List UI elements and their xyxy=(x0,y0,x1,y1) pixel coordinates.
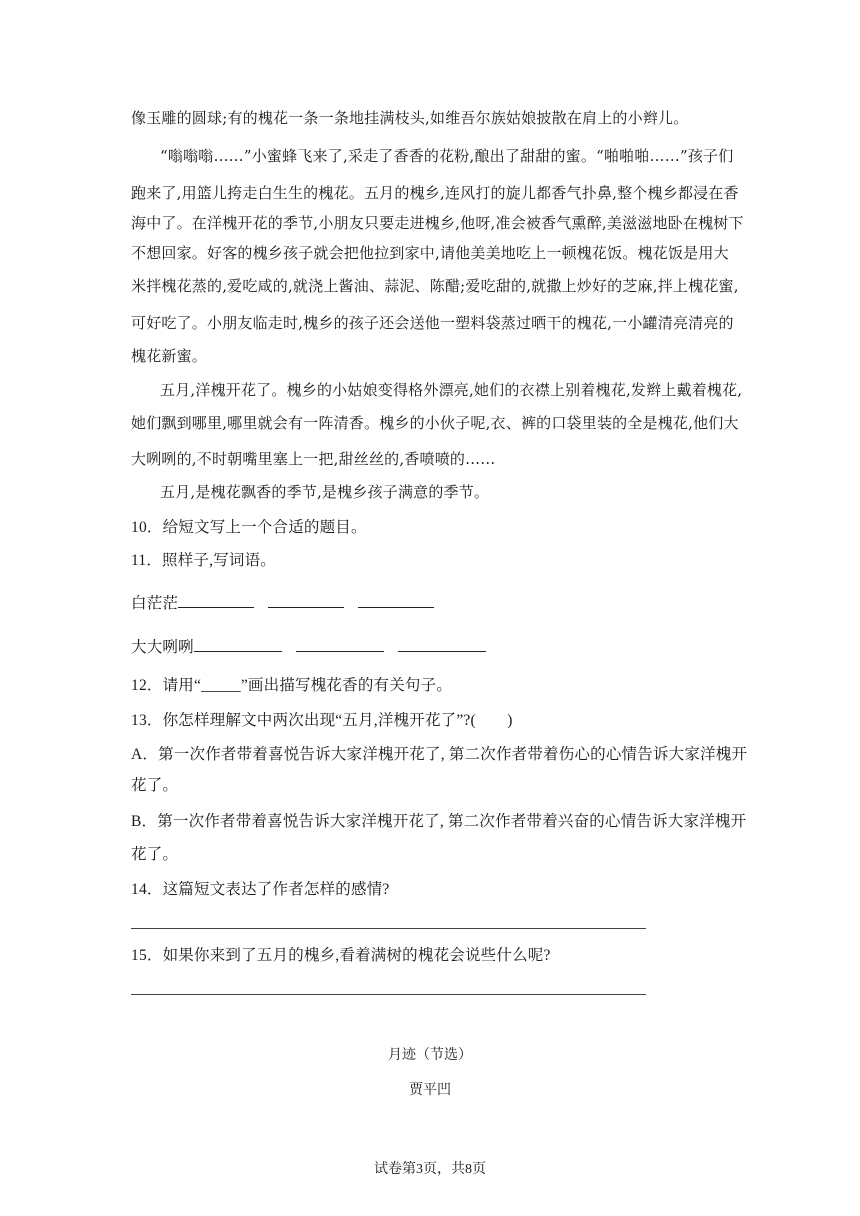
question-10: 10．给短文写上一个合适的题目。 xyxy=(131,519,367,536)
option-b[interactable]: B．第一次作者带着喜悦告诉大家洋槐开花了, 第二次作者带着兴奋的心情告诉大家洋槐开 xyxy=(131,813,747,830)
passage-line: 可好吃了。小朋友临走时,槐乡的孩子还会送他一塑料袋蒸过晒干的槐花,一小罐清亮清亮的 xyxy=(131,314,734,332)
answer-blank[interactable] xyxy=(194,635,282,652)
answer-blank[interactable] xyxy=(398,635,486,652)
q11-row-2 xyxy=(131,635,731,658)
passage-line: 槐花新蜜。 xyxy=(131,347,208,365)
question-12-text: ”画出描写槐花香的有关句子。 xyxy=(240,677,453,694)
answer-blank[interactable] xyxy=(268,591,344,608)
passage-line: 米拌槐花蒸的,爱吃咸的,就浇上酱油、蒜泥、陈醋;爱吃甜的,就撒上炒好的芝麻,拌上槐花蜜, xyxy=(131,277,739,295)
answer-blank[interactable] xyxy=(178,591,254,608)
passage-author: 贾平凹 xyxy=(409,1082,451,1098)
answer-line[interactable] xyxy=(131,928,646,929)
option-b-cont: 花了。 xyxy=(131,846,179,863)
q11-example-2: 大大咧咧 xyxy=(131,639,194,656)
answer-blank[interactable] xyxy=(296,635,384,652)
passage-line: 五月,是槐花飘香的季节,是槐乡孩子满意的季节。 xyxy=(160,483,490,501)
passage-line: 她们飘到哪里,哪里就会有一阵清香。槐乡的小伙子呢,衣、裤的口袋里装的全是槐花,他们大 xyxy=(131,414,739,432)
passage-title: 月迹（节选） xyxy=(388,1047,472,1063)
passage-line: 像玉雕的圆球;有的槐花一条一条地挂满枝头,如维吾尔族姑娘披散在肩上的小辫儿。 xyxy=(131,109,689,127)
answer-blank[interactable] xyxy=(358,591,434,608)
passage-line: 五月,洋槐开花了。槐乡的小姑娘变得格外漂亮,她们的衣襟上别着槐花,发辫上戴着槐花, xyxy=(160,381,743,399)
passage-line: 跑来了,用篮儿挎走白生生的槐花。五月的槐乡,连风打的旋儿都香气扑鼻,整个槐乡都浸在香 xyxy=(131,184,739,202)
underline-mark: _____ xyxy=(201,677,241,694)
question-13: 13．你怎样理解文中两次出现“五月,洋槐开花了”?( ) xyxy=(131,712,513,729)
question-15: 15．如果你来到了五月的槐乡,看着满树的槐花会说些什么呢? xyxy=(131,947,551,964)
question-14: 14．这篇短文表达了作者怎样的感情? xyxy=(131,881,390,898)
q11-example-1: 白茫茫 xyxy=(131,595,179,612)
q11-row-1 xyxy=(131,591,731,614)
passage-line: 海中了。在洋槐开花的季节,小朋友只要走进槐乡,他呀,准会被香气熏醉,美滋滋地卧在槐树下 xyxy=(131,214,744,232)
question-11: 11．照样子,写词语。 xyxy=(131,552,277,569)
passage-line: 不想回家。好客的槐乡孩子就会把他拉到家中,请他美美地吃上一顿槐花饭。槐花饭是用大 xyxy=(131,244,729,262)
option-a-cont: 花了。 xyxy=(131,777,179,794)
option-a[interactable]: A．第一次作者带着喜悦告诉大家洋槐开花了, 第二次作者带着伤心的心情告诉大家洋槐开 xyxy=(131,746,748,763)
question-12 xyxy=(131,676,731,696)
page-footer: 试卷第3页，共8页 xyxy=(374,1162,486,1177)
passage-line: 大咧咧的,不时朝嘴里塞上一把,甜丝丝的,香喷喷的…… xyxy=(131,450,496,468)
answer-line[interactable] xyxy=(131,994,646,995)
question-12-text: 12．请用“ xyxy=(131,677,202,694)
passage-line: “嗡嗡嗡……”小蜜蜂飞来了,采走了香香的花粉,酿出了甜甜的蜜。“啪啪啪……”孩子们 xyxy=(160,147,734,165)
